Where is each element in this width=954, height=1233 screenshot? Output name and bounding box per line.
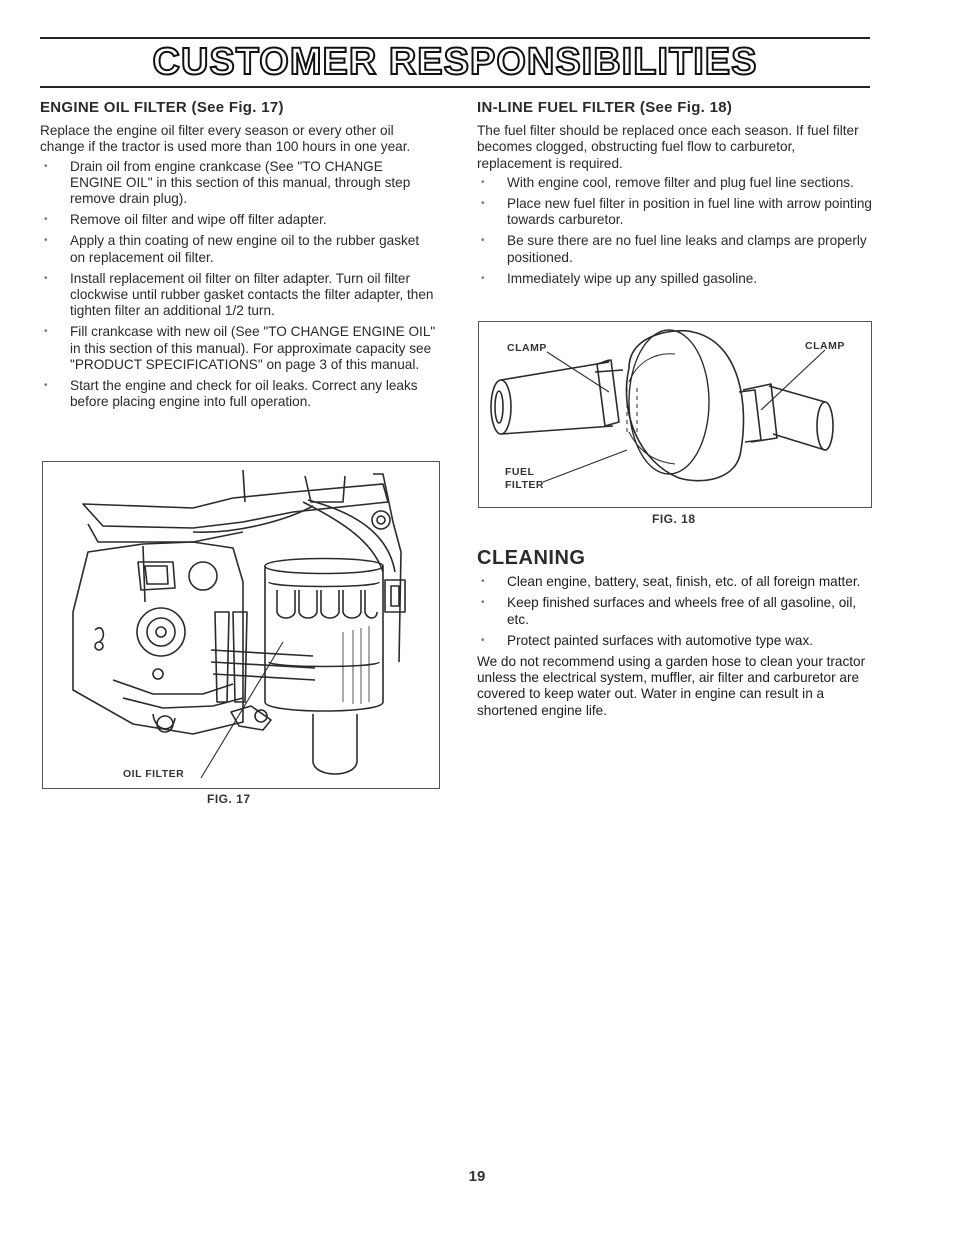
list-item: • Remove oil filter and wipe off filter adapter. <box>40 212 438 228</box>
list-item: • Apply a thin coating of new engine oil to the rubber gasket on replacement oil filter. <box>40 233 438 265</box>
clamp-label-right: CLAMP <box>805 340 845 352</box>
list-item: • Keep finished surfaces and wheels free of all gasoline, oil, etc. <box>477 595 873 627</box>
inline-fuel-filter-heading: IN-LINE FUEL FILTER (See Fig. 18) <box>477 99 733 116</box>
cleaning-heading: CLEANING <box>477 547 586 569</box>
engine-oil-filter-steps <box>40 159 438 411</box>
figure-17-engine-oil-filter <box>42 461 440 789</box>
list-item: • Fill crankcase with new oil (See "TO CHANGE ENGINE OIL" in this section of this manual). For approximate capacity see "PRODUCT SPECIFICATIONS" on page 3 of this manual. <box>40 324 438 373</box>
list-item: • Start the engine and check for oil leaks. Correct any leaks before placing engine into full operation. <box>40 378 438 410</box>
list-item: • Be sure there are no fuel line leaks and clamps are properly positioned. <box>477 233 873 265</box>
figure-18-caption: FIG. 18 <box>652 512 696 526</box>
figure-17-caption: FIG. 17 <box>207 792 251 806</box>
page-title: CUSTOMER RESPONSIBILITIES <box>152 41 758 83</box>
list-item: • Clean engine, battery, seat, finish, etc. of all foreign matter. <box>477 574 873 590</box>
top-rule <box>40 37 870 39</box>
clamp-label-left: CLAMP <box>507 342 547 354</box>
list-item: • Drain oil from engine crankcase (See "TO CHANGE ENGINE OIL" in this section of this manual, through step remove drain plug). <box>40 159 438 208</box>
cleaning-section <box>477 547 873 722</box>
oil-filter-illustration <box>43 462 441 790</box>
list-item: • Immediately wipe up any spilled gasoline. <box>477 271 873 287</box>
list-item: • Protect painted surfaces with automotive type wax. <box>477 633 873 649</box>
list-item: • Place new fuel filter in position in fuel line with arrow pointing towards carburetor. <box>477 196 873 228</box>
engine-oil-filter-heading: ENGINE OIL FILTER (See Fig. 17) <box>40 99 284 116</box>
inline-fuel-filter-intro: The fuel filter should be replaced once each season. If fuel filter becomes clogged, obstructing fuel flow to carburetor, replacement is required. <box>477 123 859 171</box>
inline-fuel-filter-steps <box>477 175 873 287</box>
title-underline <box>40 86 870 88</box>
cleaning-steps <box>477 574 873 649</box>
list-item: • With engine cool, remove filter and plug fuel line sections. <box>477 175 873 191</box>
cleaning-note: We do not recommend using a garden hose to clean your tractor unless the electrical system, muffler, air filter and carburetor are covered to keep water out. Water in engine can result in a shortened engine life. <box>477 654 866 718</box>
fuel-label: FUEL <box>505 466 535 478</box>
page-number: 19 <box>468 1168 486 1185</box>
inline-fuel-filter-section <box>477 100 873 292</box>
oil-filter-label: OIL FILTER <box>123 768 185 780</box>
figure-18-inline-fuel-filter <box>478 321 872 508</box>
filter-label: FILTER <box>505 479 544 491</box>
list-item: • Install replacement oil filter on filter adapter. Turn oil filter clockwise until rubber gasket contacts the filter adapter, then tighten filter an additional 1/2 turn. <box>40 271 438 320</box>
engine-oil-filter-section <box>40 100 438 415</box>
engine-oil-filter-intro: Replace the engine oil filter every season or every other oil change if the tractor is used more than 100 hours in one year. <box>40 123 411 155</box>
